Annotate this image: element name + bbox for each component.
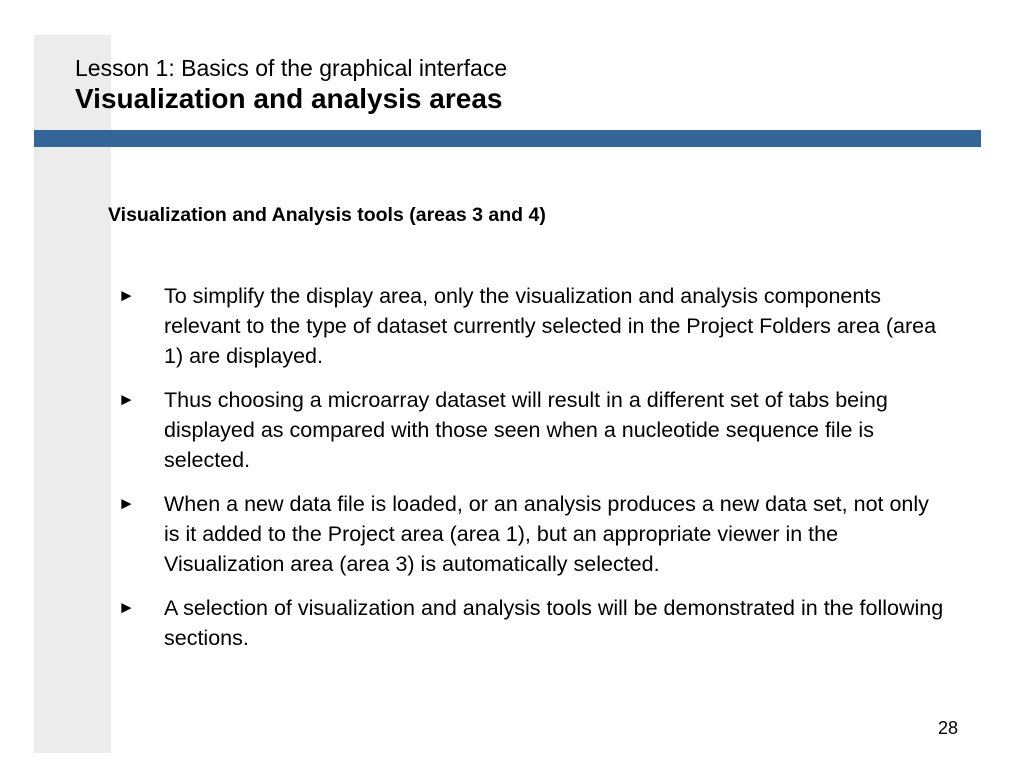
bullet-arrow-icon: ►: [118, 494, 135, 513]
bullet-text: To simplify the display area, only the visualization and analysis components relevant to the type of dataset currently selected in the Project Folders area (area 1) are displayed.: [164, 284, 937, 368]
bullet-arrow-icon: ►: [118, 598, 135, 617]
bullet-item: [118, 489, 948, 579]
bullet-text: A selection of visualization and analysis tools will be demonstrated in the following sections.: [164, 596, 944, 650]
bullet-arrow-icon: ►: [118, 286, 135, 305]
slide-header: [75, 54, 507, 116]
bullet-item: [118, 385, 948, 475]
bullet-text: When a new data file is loaded, or an analysis produces a new data set, not only is it added to the Project area (area 1), but an appropriate viewer in the Visualization area (area 3) is automatically selected.: [164, 492, 929, 576]
slide-subtitle: Lesson 1: Basics of the graphical interface: [75, 55, 508, 81]
slide-title: Visualization and analysis areas: [75, 83, 503, 114]
bullet-list: [118, 281, 948, 667]
bullet-arrow-icon: ►: [118, 390, 135, 409]
page-number: 28: [938, 718, 959, 738]
title-bar: [34, 130, 981, 147]
bullet-item: [118, 281, 948, 371]
bullet-item: [118, 593, 948, 653]
section-heading: Visualization and Analysis tools (areas 3 and 4): [108, 204, 546, 226]
bullet-text: Thus choosing a microarray dataset will result in a different set of tabs being displayed as compared with those seen when a nucleotide sequence file is selected.: [164, 388, 888, 472]
